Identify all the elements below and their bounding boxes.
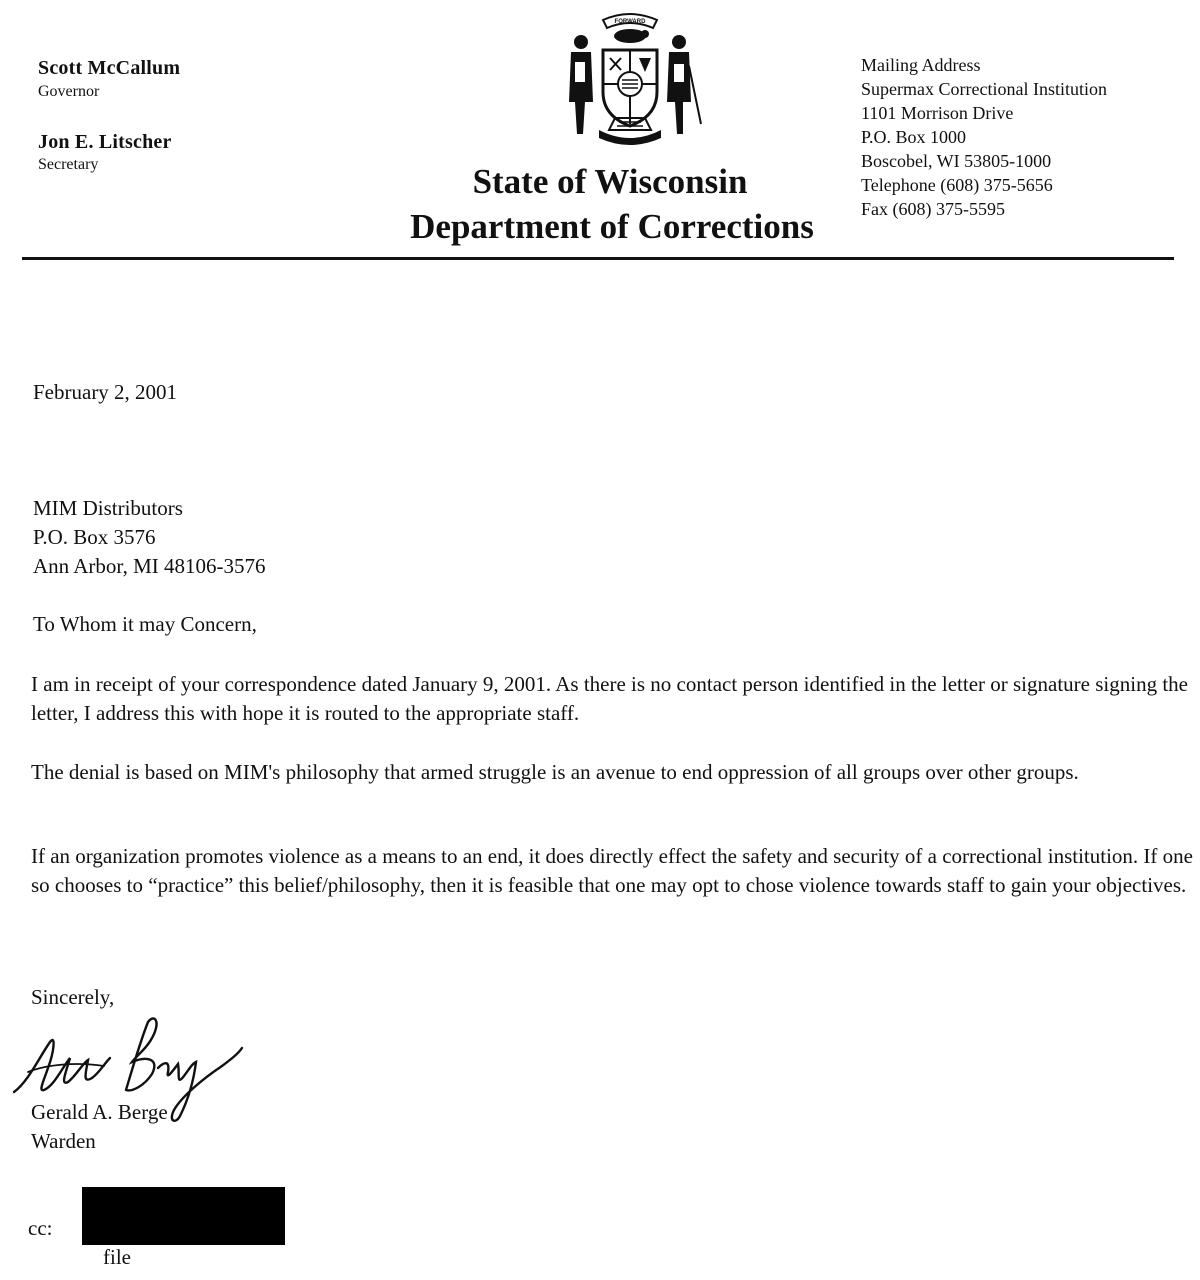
redaction-box (82, 1187, 285, 1245)
governor-name: Scott McCallum (38, 57, 181, 79)
seal-motto: FORWARD (614, 19, 646, 25)
recipient-line: Ann Arbor, MI 48106-3576 (33, 554, 266, 578)
recipient-line: MIM Distributors (33, 496, 183, 520)
recipient-address (33, 494, 265, 581)
recipient-line: P.O. Box 3576 (33, 525, 156, 549)
salutation: To Whom it may Concern, (33, 612, 257, 636)
mailing-address-line: Mailing Address (861, 55, 981, 75)
cc-label: cc: (28, 1216, 53, 1240)
header-rule (22, 257, 1174, 260)
mailing-address-line: P.O. Box 1000 (861, 127, 967, 147)
governor-title: Governor (38, 83, 100, 100)
mailing-address-line: 1101 Morrison Drive (861, 103, 1014, 123)
signer-title: Warden (31, 1129, 96, 1153)
secretary-title: Secretary (38, 156, 99, 173)
cc-file: file (103, 1245, 131, 1269)
body-paragraph-2: The denial is based on MIM's philosophy that armed struggle is an avenue to end oppression of all groups over other groups. (31, 760, 1079, 784)
letter-date: February 2, 2001 (33, 380, 178, 404)
body-paragraph-3: If an organization promotes violence as a means to an end, it does directly effect the safety and security of a correctional institution. If one so chooses to “practice” this belief/philosophy, then it is feasible that one may opt to chose violence towards staff to gain your objectives. (31, 844, 1193, 897)
wisconsin-seal-icon (555, 6, 705, 154)
mailing-address-line: Supermax Correctional Institution (861, 79, 1107, 99)
secretary-name: Jon E. Litscher (38, 131, 172, 153)
signer-name: Gerald A. Berge (31, 1100, 168, 1124)
mailing-address-line: Fax (608) 375-5595 (861, 199, 1005, 219)
body-paragraph-1: I am in receipt of your correspondence dated January 9, 2001. As there is no contact person identified in the letter or signature signing the letter, I address this with hope it is routed to the appropriate staff. (31, 672, 1188, 725)
closing: Sincerely, (31, 985, 115, 1009)
mailing-address-block (861, 53, 1107, 221)
department-title: Department of Corrections (410, 207, 814, 246)
state-title: State of Wisconsin (472, 162, 748, 201)
mailing-address-line: Telephone (608) 375-5656 (861, 175, 1053, 195)
mailing-address-line: Boscobel, WI 53805-1000 (861, 151, 1052, 171)
